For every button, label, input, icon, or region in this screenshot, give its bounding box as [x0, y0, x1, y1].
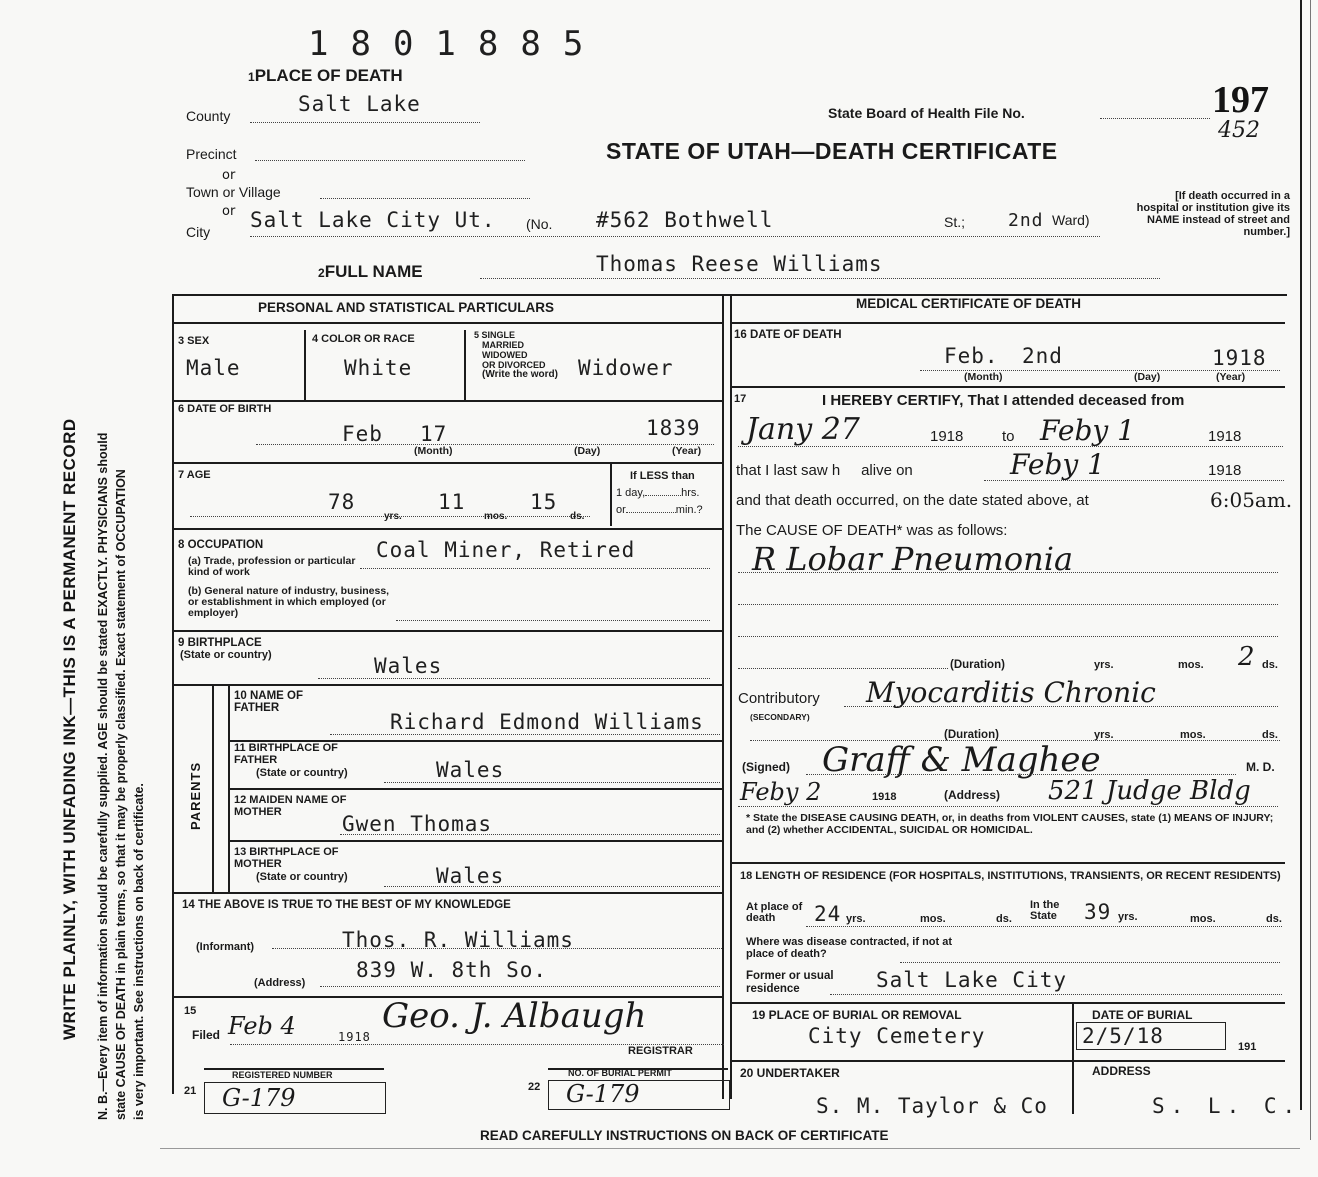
filed-year: 1918 [338, 1030, 371, 1044]
signed-label: (Signed) [742, 760, 790, 774]
duration-mos: mos. [1178, 659, 1204, 671]
former-residence-label: Former or usual residence [746, 970, 834, 995]
father-birthplace-label: 11 BIRTHPLACE OF FATHER [234, 742, 338, 766]
ward-value: 2nd [1008, 210, 1044, 231]
undertaker-address-value: S. L. C. [1152, 1094, 1302, 1118]
secondary-label: (SECONDARY) [750, 712, 810, 722]
duration-ds: ds. [1262, 659, 1278, 671]
sidebar-note-2: state CAUSE OF DEATH in plain terms, so that it may be properly classified. Exact statement of OCCUPATION [114, 469, 128, 1120]
in-state-years: 39 [1084, 900, 1112, 924]
signed-year: 1918 [872, 791, 897, 803]
attended-from-year: 1918 [930, 428, 964, 445]
personal-heading: PERSONAL AND STATISTICAL PARTICULARS [258, 300, 555, 315]
burial-permit-label: NO. OF BURIAL PERMIT [568, 1068, 672, 1078]
reg-number-field: 21 [184, 1085, 197, 1097]
age-mos-label: mos. [484, 511, 508, 522]
county-label: County [186, 108, 231, 124]
burial-permit-field: 22 [528, 1081, 541, 1093]
color-label: 4 COLOR OR RACE [312, 333, 415, 345]
town-label: Town or Village [186, 184, 281, 200]
informant-label: (Informant) [196, 941, 255, 953]
full-name-value: Thomas Reese Williams [596, 252, 883, 276]
at-place-years: 24 [814, 902, 842, 926]
md-label: M. D. [1246, 760, 1275, 774]
serial-number: 1801885 [308, 24, 606, 64]
sidebar-note-3: is very important. See instructions on back of certificate. [132, 783, 146, 1120]
dod-day: 2nd [1022, 344, 1063, 368]
occupation-b-label: (b) General nature of industry, business, or establishment in which employed (or employer) [188, 585, 390, 619]
mother-birthplace-sub: (State or country) [256, 871, 348, 883]
at-place-label: At place of death [746, 901, 803, 924]
cause-label: The CAUSE OF DEATH* was as follows: [736, 522, 1008, 539]
ward-label: Ward) [1052, 212, 1090, 228]
burial-permit-value: G-179 [566, 1080, 640, 1108]
county-value: Salt Lake [298, 92, 421, 116]
or-label-2: or [222, 204, 236, 219]
occurred-text: and that death occurred, on the date stated above, at [736, 492, 1089, 509]
dod-month: Feb. [944, 344, 999, 368]
file-number-label: State Board of Health File No. [828, 105, 1025, 121]
occupation-a-label: (a) Trade, profession or particular kind of work [188, 555, 356, 578]
less-than-label: If LESS than 1 day, hrs. or min.? [616, 470, 703, 516]
registrar-signature: Geo. J. Albaugh [382, 996, 647, 1036]
marital-value: Widower [578, 356, 674, 380]
file-number: 197 [1212, 79, 1269, 121]
undertaker-value: S. M. Taylor & Co [816, 1094, 1048, 1118]
at-place-yrs: yrs. [846, 913, 866, 925]
cause-value: R Lobar Pneumonia [752, 540, 1074, 578]
contrib-ds: ds. [1262, 729, 1278, 741]
certificate-title: STATE OF UTAH—DEATH CERTIFICATE [606, 138, 1058, 164]
signed-address-value: 521 Judge Bldg [1048, 776, 1251, 806]
last-saw-year: 1918 [1208, 462, 1242, 479]
sex-label: 3 SEX [178, 335, 210, 347]
place-of-death-heading: 1PLACE OF DEATH [248, 66, 403, 85]
in-state-mos: mos. [1190, 913, 1216, 925]
burial-date-label: DATE OF BURIAL [1092, 1008, 1193, 1022]
age-label: 7 AGE [178, 469, 211, 481]
dob-label: 6 DATE OF BIRTH [178, 403, 272, 415]
filed-number: 15 [184, 1005, 197, 1017]
informant-value: Thos. R. Williams [342, 928, 574, 952]
filed-date: Feb 4 [228, 1012, 296, 1040]
in-state-label: In the State [1030, 899, 1060, 922]
contrib-duration-label: (Duration) [944, 729, 999, 741]
certify-text: I HEREBY CERTIFY, That I attended deceased from [822, 392, 1185, 409]
residence-label: 18 LENGTH OF RESIDENCE (FOR HOSPITALS, INSTITUTIONS, TRANSIENTS, OR RECENT RESIDENTS) [740, 870, 1281, 882]
burial-date-suffix: 191 [1238, 1041, 1257, 1053]
age-ds-label: ds. [570, 511, 585, 522]
full-name-label: 2FULL NAME [318, 262, 423, 281]
or-label-1: or [222, 168, 236, 183]
sex-value: Male [186, 356, 241, 380]
st-label: St.; [944, 214, 966, 230]
city-label: City [186, 224, 211, 240]
dod-day-label: (Day) [1134, 371, 1161, 383]
contracted-label: Where was disease contracted, if not at place of death? [746, 936, 953, 960]
age-days: 15 [530, 490, 558, 514]
filed-label: Filed [192, 1028, 221, 1042]
color-value: White [344, 356, 413, 380]
occupation-label: 8 OCCUPATION [178, 539, 264, 551]
attended-from: Jany 27 [746, 412, 860, 447]
burial-place-label: 19 PLACE OF BURIAL OR REMOVAL [752, 1008, 962, 1022]
age-yrs-label: yrs. [384, 511, 402, 522]
signed-value: Graff & Maghee [822, 740, 1101, 780]
dob-month: Feb [342, 422, 383, 446]
mother-label: 12 MAIDEN NAME OF MOTHER [234, 794, 347, 818]
birthplace-label: 9 BIRTHPLACE [178, 637, 262, 649]
to-label: to [1002, 428, 1015, 445]
street-no-label: (No. [526, 216, 553, 232]
hospital-note: [If death occurred in a hospital or institution give its NAME instead of street and number.] [1136, 190, 1290, 238]
dob-day-label: (Day) [574, 445, 601, 457]
contrib-yrs: yrs. [1094, 729, 1114, 741]
file-number-note: 452 [1218, 118, 1260, 143]
sidebar-permanent-record: WRITE PLAINLY, WITH UNFADING INK—THIS IS A PERMANENT RECORD [60, 418, 79, 1040]
parents-label: PARENTS [188, 761, 203, 830]
mother-birthplace-label: 13 BIRTHPLACE OF MOTHER [234, 846, 339, 870]
signed-address-label: (Address) [944, 788, 1001, 802]
contrib-mos: mos. [1180, 729, 1206, 741]
signed-date: Feby 2 [740, 778, 822, 806]
reg-number-value: G-179 [222, 1084, 296, 1112]
informant-address-value: 839 W. 8th So. [356, 958, 548, 982]
duration-label: (Duration) [950, 659, 1005, 671]
former-residence-value: Salt Lake City [876, 968, 1068, 992]
precinct-label: Precinct [186, 146, 237, 162]
dod-year: 1918 [1212, 346, 1267, 370]
date-of-death-label: 16 DATE OF DEATH [734, 329, 842, 341]
street-value: #562 Bothwell [596, 208, 774, 232]
at-place-mos: mos. [920, 913, 946, 925]
dob-year-label: (Year) [672, 445, 702, 457]
father-value: Richard Edmond Williams [390, 710, 704, 734]
dob-month-label: (Month) [414, 445, 453, 457]
undertaker-label: 20 UNDERTAKER [740, 1066, 840, 1080]
informant-address-label: (Address) [254, 977, 306, 989]
last-saw-text: that I last saw h alive on [736, 462, 913, 479]
age-months: 11 [438, 490, 466, 514]
undertaker-address-label: ADDRESS [1092, 1064, 1151, 1078]
footer-instructions: READ CAREFULLY INSTRUCTIONS ON BACK OF CERTIFICATE [480, 1128, 889, 1143]
burial-place-value: City Cemetery [808, 1024, 986, 1048]
time-of-death: 6:05am. [1210, 488, 1293, 512]
last-saw-date: Feby 1 [1010, 448, 1105, 481]
in-state-ds: ds. [1266, 913, 1282, 925]
father-birthplace-sub: (State or country) [256, 767, 348, 779]
dob-year: 1839 [646, 416, 701, 440]
burial-date-value: 2/5/18 [1082, 1024, 1164, 1048]
attended-to: Feby 1 [1040, 414, 1135, 447]
medical-heading: MEDICAL CERTIFICATE OF DEATH [856, 296, 1081, 311]
city-value: Salt Lake City Ut. [250, 208, 496, 232]
registrar-label: REGISTRAR [628, 1045, 693, 1057]
dod-year-label: (Year) [1216, 371, 1246, 383]
attended-to-year: 1918 [1208, 428, 1242, 445]
dod-month-label: (Month) [964, 371, 1003, 383]
duration-yrs: yrs. [1094, 659, 1114, 671]
duration-days: 2 [1238, 642, 1255, 672]
reg-number-label: REGISTERED NUMBER [232, 1070, 333, 1080]
father-label: 10 NAME OF FATHER [234, 690, 304, 714]
at-place-ds: ds. [996, 913, 1012, 925]
informant-heading: 14 THE ABOVE IS TRUE TO THE BEST OF MY KNOWLEDGE [182, 899, 511, 911]
mother-birthplace-value: Wales [436, 864, 505, 888]
birthplace-value: Wales [374, 654, 443, 678]
in-state-yrs: yrs. [1118, 911, 1138, 923]
mother-value: Gwen Thomas [342, 812, 493, 836]
age-years: 78 [328, 490, 356, 514]
contributory-value: Myocarditis Chronic [866, 676, 1156, 709]
contributory-label: Contributory [738, 690, 820, 707]
marital-label: 5 SINGLE MARRIED WIDOWED OR DIVORCED (Write the word) [474, 330, 558, 380]
dob-day: 17 [420, 422, 448, 446]
cause-footnote: * State the DISEASE CAUSING DEATH, or, in deaths from VIOLENT CAUSES, state (1) MEANS OF INJURY; and (2) whether ACCIDENTAL, SUICIDAL OR HOMICIDAL. [746, 812, 1274, 836]
field-17: 17 [734, 393, 747, 405]
birthplace-sub: (State or country) [180, 649, 272, 661]
occupation-value: Coal Miner, Retired [376, 538, 636, 562]
sidebar-note-1: N. B.—Every item of information should be carefully supplied. AGE should be stated EXACTLY. PHYSICIANS should [96, 432, 110, 1120]
father-birthplace-value: Wales [436, 758, 505, 782]
